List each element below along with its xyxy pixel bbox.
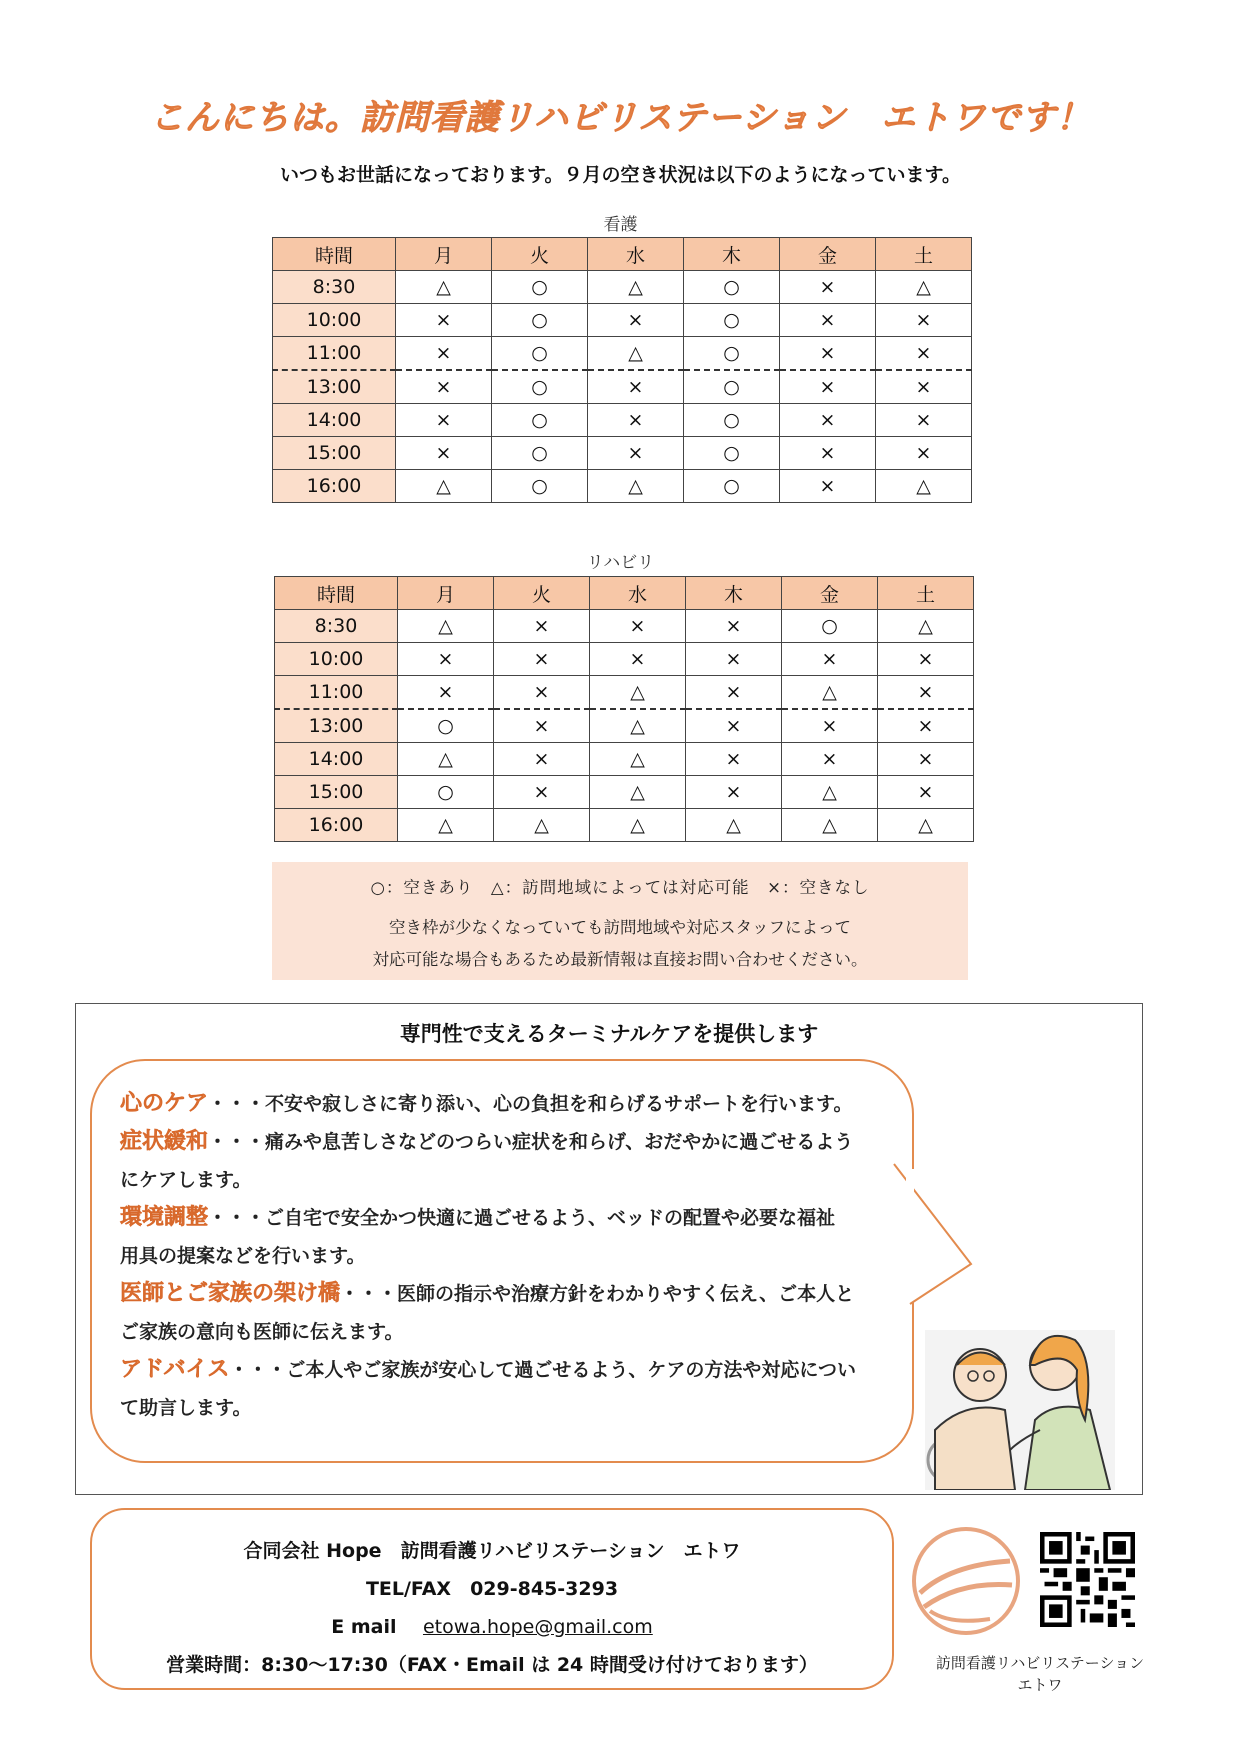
time-cell: 15:00 (273, 437, 396, 470)
time-cell: 15:00 (275, 776, 398, 809)
list-item-text: ・・・痛みや息苦しさなどのつらい症状を和らげ、おだやかに過ごせるよう (208, 1131, 854, 1153)
list-item-text: ・・・ご自宅で安全かつ快適に過ごせるよう、ベッドの配置や必要な福祉 (208, 1207, 836, 1229)
legend-symbols: ○：空きあり △：訪問地域によっては対応可能 ×：空きなし (370, 878, 870, 897)
table-cell: × (396, 337, 492, 371)
table-cell: × (494, 776, 590, 809)
header-cell: 土 (878, 577, 974, 610)
table-cell: × (494, 676, 590, 710)
table-cell: ○ (684, 404, 780, 437)
table-cell: ○ (782, 610, 878, 643)
time-cell: 14:00 (273, 404, 396, 437)
legend-note: 空き枠が少なくなっていても訪問地域や対応スタッフによって (389, 918, 851, 937)
table-cell: ○ (684, 304, 780, 337)
table-cell: × (878, 776, 974, 809)
list-item (120, 1123, 900, 1161)
email-link[interactable]: etowa.hope@gmail.com (422, 1616, 653, 1638)
list-item (120, 1275, 900, 1313)
table-cell: △ (590, 709, 686, 743)
table-row (273, 304, 972, 337)
table-cell: ○ (684, 470, 780, 503)
list-item-text: ・・・不安や寂しさに寄り添い、心の負担を和らげるサポートを行います。 (208, 1093, 853, 1115)
table-cell: × (494, 610, 590, 643)
time-cell: 8:30 (273, 271, 396, 304)
header-cell: 金 (782, 577, 878, 610)
table-cell: △ (782, 776, 878, 809)
list-item-keyword: アドバイス (120, 1357, 230, 1382)
table-row (275, 610, 974, 643)
table-cell: × (588, 437, 684, 470)
time-cell: 10:00 (273, 304, 396, 337)
list-item-cont: にケアします。 (120, 1169, 252, 1191)
header-cell: 月 (396, 238, 492, 271)
table-cell: × (590, 643, 686, 676)
time-cell: 13:00 (275, 709, 398, 743)
table-cell: × (494, 743, 590, 776)
table-row (275, 776, 974, 809)
table-cell: × (686, 709, 782, 743)
table-cell: × (780, 271, 876, 304)
etowa-logo (910, 1525, 1022, 1637)
table-cell: △ (396, 271, 492, 304)
table-cell: × (876, 304, 972, 337)
table-cell: △ (878, 809, 974, 842)
table-row (273, 437, 972, 470)
table-cell: △ (494, 809, 590, 842)
table-cell: ○ (492, 370, 588, 404)
page-title: こんにちは。訪問看護リハビリステーション エトワです！ (149, 98, 1092, 138)
company-name: 合同会社 Hope 訪問看護リハビリステーション エトワ (243, 1540, 741, 1562)
table-cell: ○ (684, 271, 780, 304)
table-row (273, 370, 972, 404)
table-cell: ○ (684, 370, 780, 404)
table-row (275, 643, 974, 676)
time-cell: 11:00 (275, 676, 398, 710)
list-item-text: ・・・ご本人やご家族が安心して過ごせるよう、ケアの方法や対応につい (229, 1359, 856, 1381)
rehab-caption: リハビリ (586, 553, 655, 573)
table-cell: × (780, 370, 876, 404)
header-cell: 月 (398, 577, 494, 610)
table-cell: × (876, 337, 972, 371)
time-cell: 16:00 (273, 470, 396, 503)
table-cell: △ (398, 809, 494, 842)
table-cell: ○ (492, 404, 588, 437)
table-cell: △ (588, 470, 684, 503)
table-cell: △ (588, 271, 684, 304)
table-row (273, 271, 972, 304)
table-header-row (273, 238, 972, 271)
table-cell: △ (590, 743, 686, 776)
table-cell: × (780, 304, 876, 337)
table-cell: ○ (684, 337, 780, 371)
table-cell: ○ (492, 337, 588, 371)
brand-caption (920, 1652, 1160, 1696)
table-cell: △ (782, 676, 878, 710)
table-cell: × (588, 304, 684, 337)
table-row (275, 743, 974, 776)
table-row (275, 709, 974, 743)
table-row (275, 676, 974, 710)
email-row (92, 1608, 892, 1646)
list-item-cont: て助言します。 (120, 1397, 252, 1419)
table-cell: × (878, 743, 974, 776)
table-cell: △ (878, 610, 974, 643)
table-cell: × (686, 643, 782, 676)
header-cell: 火 (492, 238, 588, 271)
table-cell: × (396, 437, 492, 470)
time-cell: 11:00 (273, 337, 396, 371)
time-cell: 8:30 (275, 610, 398, 643)
table-cell: △ (782, 809, 878, 842)
list-item-keyword: 症状緩和 (120, 1129, 209, 1154)
header-cell: 金 (780, 238, 876, 271)
table-cell: × (780, 470, 876, 503)
table-cell: ○ (492, 470, 588, 503)
table-cell: × (588, 370, 684, 404)
table-row (273, 470, 972, 503)
legend-note: 対応可能な場合もあるため最新情報は直接お問い合わせください。 (372, 950, 868, 969)
table-cell: ○ (492, 304, 588, 337)
list-item (120, 1351, 900, 1389)
email-label: E mail (331, 1616, 397, 1638)
table-cell: × (876, 370, 972, 404)
header-cell: 火 (494, 577, 590, 610)
table-cell: △ (590, 776, 686, 809)
header-cell: 時間 (273, 238, 396, 271)
list-item-cont: 用具の提案などを行います。 (120, 1245, 366, 1267)
table-cell: × (494, 709, 590, 743)
table-cell: × (396, 304, 492, 337)
table-cell: × (878, 643, 974, 676)
tel-fax: TEL/FAX 029-845-3293 (365, 1578, 619, 1600)
table-cell: ○ (492, 437, 588, 470)
table-cell: × (686, 743, 782, 776)
terminal-care-heading: 専門性で支えるターミナルケアを提供します (399, 1022, 819, 1046)
list-item-keyword: 心のケア (120, 1091, 209, 1116)
caregiver-illustration (925, 1310, 1125, 1490)
table-cell: × (398, 643, 494, 676)
qr-code[interactable] (1040, 1532, 1135, 1627)
table-cell: △ (590, 676, 686, 710)
terminal-care-list (120, 1085, 900, 1427)
header-cell: 土 (876, 238, 972, 271)
time-cell: 14:00 (275, 743, 398, 776)
table-row (273, 337, 972, 371)
header-cell: 木 (684, 238, 780, 271)
rehab-table (274, 576, 974, 842)
list-item-keyword: 医師とご家族の架け橋 (120, 1281, 341, 1306)
table-cell: × (782, 709, 878, 743)
table-cell: △ (398, 743, 494, 776)
header-cell: 時間 (275, 577, 398, 610)
table-cell: × (590, 610, 686, 643)
table-cell: △ (686, 809, 782, 842)
table-cell: × (878, 676, 974, 710)
header-cell: 水 (588, 238, 684, 271)
contact-footer (90, 1508, 894, 1690)
table-header-row (275, 577, 974, 610)
nursing-caption: 看護 (603, 215, 638, 235)
table-cell: × (396, 404, 492, 437)
table-cell: × (876, 437, 972, 470)
list-item-text: ・・・医師の指示や治療方針をわかりやすく伝え、ご本人と (340, 1283, 855, 1305)
business-hours: 営業時間：8:30～17:30（FAX・Email は 24 時間受け付けております） (166, 1654, 818, 1676)
table-cell: × (780, 404, 876, 437)
table-cell: × (876, 404, 972, 437)
list-item (120, 1199, 900, 1237)
table-cell: △ (876, 470, 972, 503)
nursing-table (272, 237, 972, 503)
table-cell: ○ (398, 776, 494, 809)
table-cell: ○ (492, 271, 588, 304)
brand-line: 訪問看護リハビリステーション (935, 1654, 1145, 1672)
table-cell: △ (396, 470, 492, 503)
table-cell: × (878, 709, 974, 743)
table-cell: × (782, 743, 878, 776)
table-cell: ○ (398, 709, 494, 743)
legend-box (272, 862, 968, 980)
time-cell: 13:00 (273, 370, 396, 404)
table-cell: × (588, 404, 684, 437)
time-cell: 10:00 (275, 643, 398, 676)
table-cell: ○ (684, 437, 780, 470)
table-cell: △ (398, 610, 494, 643)
time-cell: 16:00 (275, 809, 398, 842)
table-cell: × (686, 776, 782, 809)
table-cell: △ (590, 809, 686, 842)
intro-text: いつもお世話になっております。９月の空き状況は以下のようになっています。 (280, 164, 961, 186)
table-cell: △ (876, 271, 972, 304)
table-cell: × (780, 337, 876, 371)
brand-line: エトワ (1017, 1676, 1063, 1694)
list-item-keyword: 環境調整 (120, 1205, 209, 1230)
table-cell: × (494, 643, 590, 676)
table-cell: × (782, 643, 878, 676)
table-cell: × (398, 676, 494, 710)
table-cell: × (686, 676, 782, 710)
table-cell: △ (588, 337, 684, 371)
header-cell: 水 (590, 577, 686, 610)
table-cell: × (686, 610, 782, 643)
table-row (275, 809, 974, 842)
list-item (120, 1085, 900, 1123)
header-cell: 木 (686, 577, 782, 610)
table-cell: × (780, 437, 876, 470)
table-cell: × (396, 370, 492, 404)
table-row (273, 404, 972, 437)
list-item-cont: ご家族の意向も医師に伝えます。 (120, 1321, 404, 1343)
